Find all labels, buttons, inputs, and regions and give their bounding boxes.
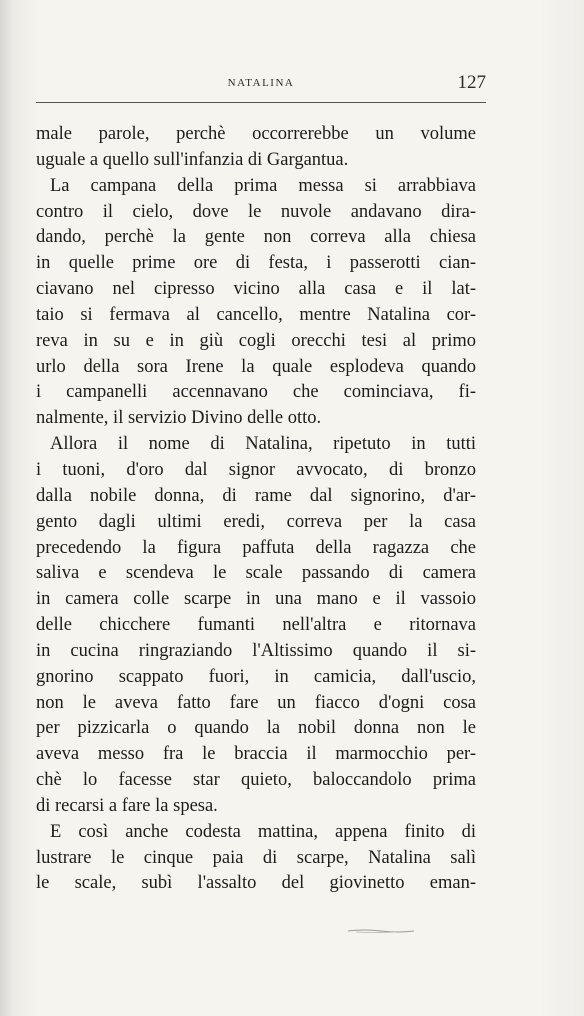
text-line: lustrare le cinque paia di scarpe, Natalina salì [36,847,476,868]
page-header [36,74,486,96]
text-line: i campanelli accennavano che cominciava, fi- [36,382,476,403]
text-line: La campana della prima messa si arrabbiava [50,175,476,196]
text-line: dando, perchè la gente non correva alla chiesa [36,227,476,248]
text-line: per pizzicarla o quando la nobil donna non le [36,718,476,739]
text-line: uguale a quello sull'infanzia di Gargantua. [36,149,349,170]
text-line: urlo della sora Irene la quale esplodeva quando [36,356,476,377]
text-line: in cucina ringraziando l'Altissimo quando il si- [36,640,476,661]
text-line: ciavano nel cipresso vicino alla casa e il lat- [36,279,476,300]
text-line: nalmente, il servizio Divino delle otto. [36,408,322,429]
text-line: precedendo la figura paffuta della ragazza che [36,537,476,558]
text-line: gnorino scappato fuori, in camicia, dall'uscio, [36,666,476,687]
text-line: saliva e scendeva le scale passando di camera [36,563,476,584]
page-number: 127 [457,72,486,93]
text-line: taio si fermava al cancello, mentre Natalina cor- [36,304,476,325]
header-rule [36,102,486,103]
text-line: aveva messo fra le braccia il marmocchio per- [36,744,476,765]
text-line: E così anche codesta mattina, appena finito di [50,821,476,842]
text-line: in quelle prime ore di festa, i passerotti cian- [36,253,476,274]
text-line: i tuoni, d'oro dal signor avvocato, di bronzo [36,459,476,480]
text-line: Allora il nome di Natalina, ripetuto in tutti [50,434,476,455]
text-line: male parole, perchè occorrerebbe un volume [36,124,476,144]
decorative-ornament-icon [346,928,416,934]
running-title: NATALINA [227,77,295,89]
body-text [36,122,476,897]
text-line: non le aveva fatto fare un fiacco d'ogni cosa [36,692,476,713]
text-line: in camera colle scarpe in una mano e il vassoio [36,589,476,610]
text-line: le scale, subì l'assalto del giovinetto eman- [36,873,476,894]
text-line: dalla nobile donna, di rame dal signorino, d'ar- [36,485,476,506]
text-line: reva in su e in giù cogli orecchi tesi al primo [36,330,476,351]
text-line: gento dagli ultimi eredi, correva per la casa [36,511,476,532]
text-line: chè lo facesse star quieto, baloccandolo prima [36,770,476,791]
text-line: di recarsi a fare la spesa. [36,795,218,816]
text-line: contro il cielo, dove le nuvole andavano dira- [36,201,476,222]
text-line: delle chicchere fumanti nell'altra e ritornava [36,615,476,636]
